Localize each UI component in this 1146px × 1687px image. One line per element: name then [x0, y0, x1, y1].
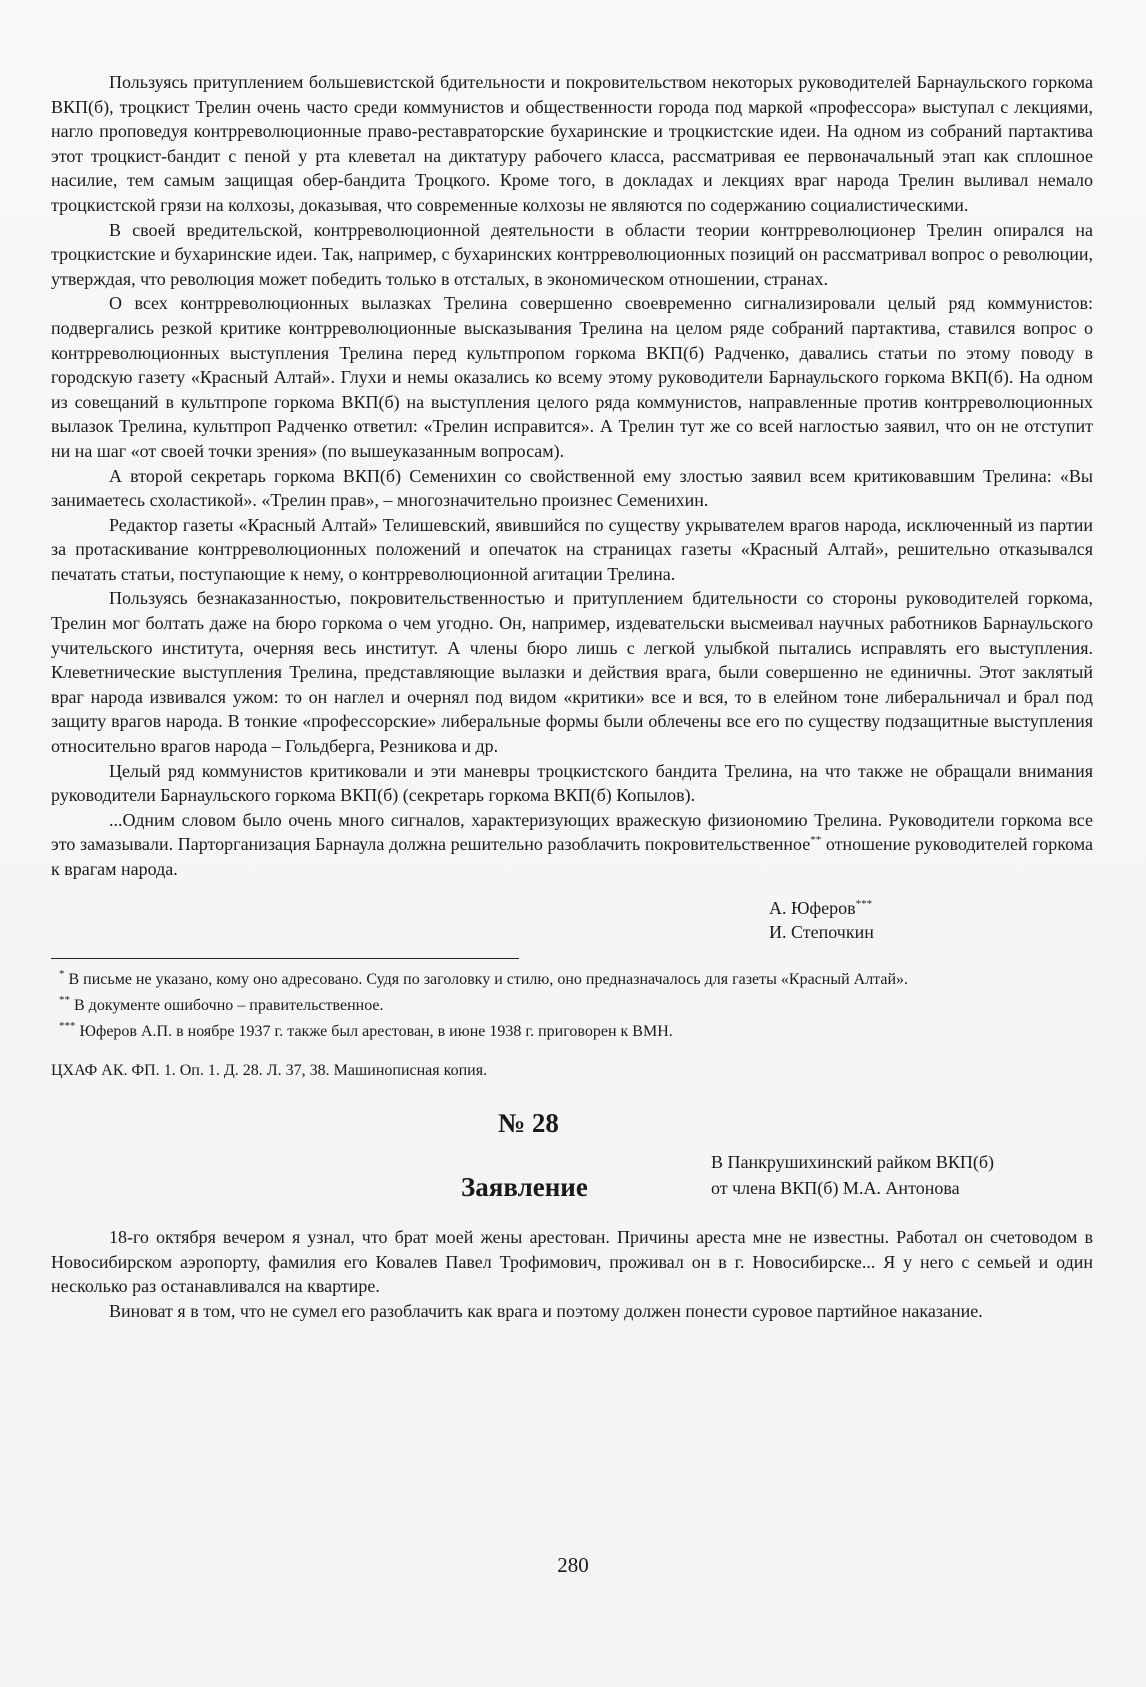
signature-footnote-mark: ***: [855, 897, 873, 910]
statement-paragraph-2: Виноват я в том, что не сумел его разоблачить как врага и поэтому должен понести суровое партийное наказание.: [109, 1300, 983, 1321]
document-title: Заявление: [461, 1172, 588, 1203]
document-28-header: [51, 1108, 1093, 1221]
footnote-mark: **: [810, 834, 822, 847]
paragraph-5: Редактор газеты «Красный Алтай» Телишевский, явившийся по существу укрывателем врагов народа, исключенный из партии за протаскивание контрреволюционных положений и опечаток на страницах газеты «Красный Алтай», решительно отказывался печатать статьи, поступающие к нему, о контрреволюционной агитации Трелина.: [51, 514, 1093, 584]
footnote-2: [51, 993, 1093, 1019]
signature-stepochkin: И. Степочкин: [769, 921, 874, 942]
footnote-3-mark: ***: [59, 1020, 76, 1033]
signature-yuferov: [769, 896, 1093, 920]
page-number: 280: [557, 1553, 589, 1577]
addressee-block: [711, 1149, 994, 1201]
paragraph-1: Пользуясь притуплением большевистской бдительности и покровительством некоторых руководителей Барнаульского горкома ВКП(б), троцкист Трелин очень часто среди коммунистов и общественности города под маркой «профессора» выступал с лекциями, нагло проповедуя контрреволюционные право-реставраторские бухаринские и троцкистские идеи. На одном из собраний партактива этот троцкист-бандит с пеной у рта клеветал на диктатуру рабочего класса, рассматривая ее первоначальный этап как сплошное насилие, тем самым защищая обер-бандита Троцкого. Кроме того, в докладах и лекциях враг народа Трелин выливал немало троцкистской грязи на колхозы, доказывая, что современные колхозы не являются по содержанию социалистическими.: [51, 72, 1093, 215]
footnote-1-text: В письме не указано, кому оно адресовано. Судя по заголовку и стилю, оно предназначалось для газеты «Красный Алтай».: [68, 970, 909, 988]
footnote-2-mark: **: [59, 994, 70, 1007]
paragraph-3: О всех контрреволюционных вылазках Трелина совершенно своевременно сигнализировали целый ряд коммунистов: подвергались резкой критике контрреволюционные высказывания Трелина на целом ряде собраний партактива, ставился вопрос о контрреволюционных выступления Трелина перед культпропом горкома ВКП(б) Радченко, давались статьи по этому поводу в городскую газету «Красный Алтай». Глухи и немы оказались ко всему этому руководители Барнаульского горкома ВКП(б). На одном из совещаний в культпропе горкома ВКП(б) на выступления целого ряда коммунистов, направленные против контрреволюционных вылазок Трелина, культпроп Радченко ответил: «Трелин исправится». А Трелин тут же со всей наглостью заявил, что он не отступит ни на шаг «от своей точки зрения» (по вышеуказанным вопросам).: [51, 293, 1093, 461]
paragraph-8: [51, 808, 1093, 882]
signature-block: [51, 896, 1093, 944]
main-text-column: [51, 70, 1093, 1324]
addressee-line-1: В Панкрушихинский райком ВКП(б): [711, 1152, 995, 1173]
footnote-1-mark: *: [59, 968, 65, 981]
paragraph-8-tail: отношение руководителей горкома к врагам народа.: [51, 834, 1093, 879]
document-number: № 28: [498, 1108, 559, 1139]
footnote-3: [51, 1019, 1093, 1045]
paragraph-6: Пользуясь безнаказанностью, покровительственностью и притуплением бдительности со стороны руководителей горкома, Трелин мог болтать даже на бюро горкома о чем угодно. Он, например, издевательски высмеивал научных работников Барнаульского учительского института, очерняя весь институт. А члены бюро лишь с легкой улыбкой пытались исправлять его выступления. Клеветнические выступления Трелина, представляющие вылазки и действия врага, были совершенно не единичны. Этот заклятый враг народа извивался ужом: то он наглел и очернял под видом «критики» все и вся, то в елейном тоне либеральничал и брал под защиту врагов народа. В тонкие «профессорские» либеральные формы были облечены все его по существу подзащитные выступления относительно врагов народа – Гольдберга, Резникова и др.: [51, 588, 1093, 757]
archive-reference: ЦХАФ АК. ФП. 1. Оп. 1. Д. 28. Л. 37, 38. Машинописная копия.: [51, 1061, 488, 1079]
addressee-line-2: от члена ВКП(б) М.А. Антонова: [711, 1178, 960, 1199]
paragraph-7: Целый ряд коммунистов критиковали и эти маневры троцкистского бандита Трелина, на что также не обращали внимания руководители Барнаульского горкома ВКП(б) (секретарь горкома ВКП(б) Копылов).: [51, 760, 1093, 806]
document-28-body: [51, 1225, 1093, 1323]
footnote-3-text: Юферов А.П. в ноябре 1937 г. также был арестован, в июне 1938 г. приговорен к ВМН.: [79, 1022, 673, 1040]
paragraph-8-text: ...Одним словом было очень много сигналов, характеризующих вражескую физиономию Трелина. Руководители горкома все это замазывали. Парторганизация Барнаула должна решительно разоблачить покровительственное: [51, 809, 1093, 855]
paragraph-2: В своей вредительской, контрреволюционной деятельности в области теории контрреволюционер Трелин опирался на троцкистские и бухаринские идеи. Так, например, с бухаринских контрреволюционных позиций он рассматривал вопрос о революции, утверждая, что революция может победить только в отсталых, в экономическом отношении, странах.: [51, 219, 1093, 289]
footnote-divider: [51, 958, 519, 959]
signature-yuferov-name: А. Юферов: [769, 897, 856, 918]
paragraph-4: А второй секретарь горкома ВКП(б) Семенихин со свойственной ему злостью заявил всем критиковавшим Трелина: «Вы занимаетесь схоластикой». «Трелин прав», – многозначительно произнес Семенихин.: [51, 465, 1093, 511]
footnote-1: [51, 967, 1093, 993]
statement-paragraph-1: 18-го октября вечером я узнал, что брат моей жены арестован. Причины ареста мне не известны. Работал он счетоводом в Новосибирском аэропорту, фамилия его Ковалев Павел Трофимович, проживал он в г. Новосибирске... Я у него с семьей и один несколько раз останавливался на квартире.: [51, 1227, 1093, 1297]
footnote-2-text: В документе ошибочно – правительственное.: [74, 996, 384, 1014]
